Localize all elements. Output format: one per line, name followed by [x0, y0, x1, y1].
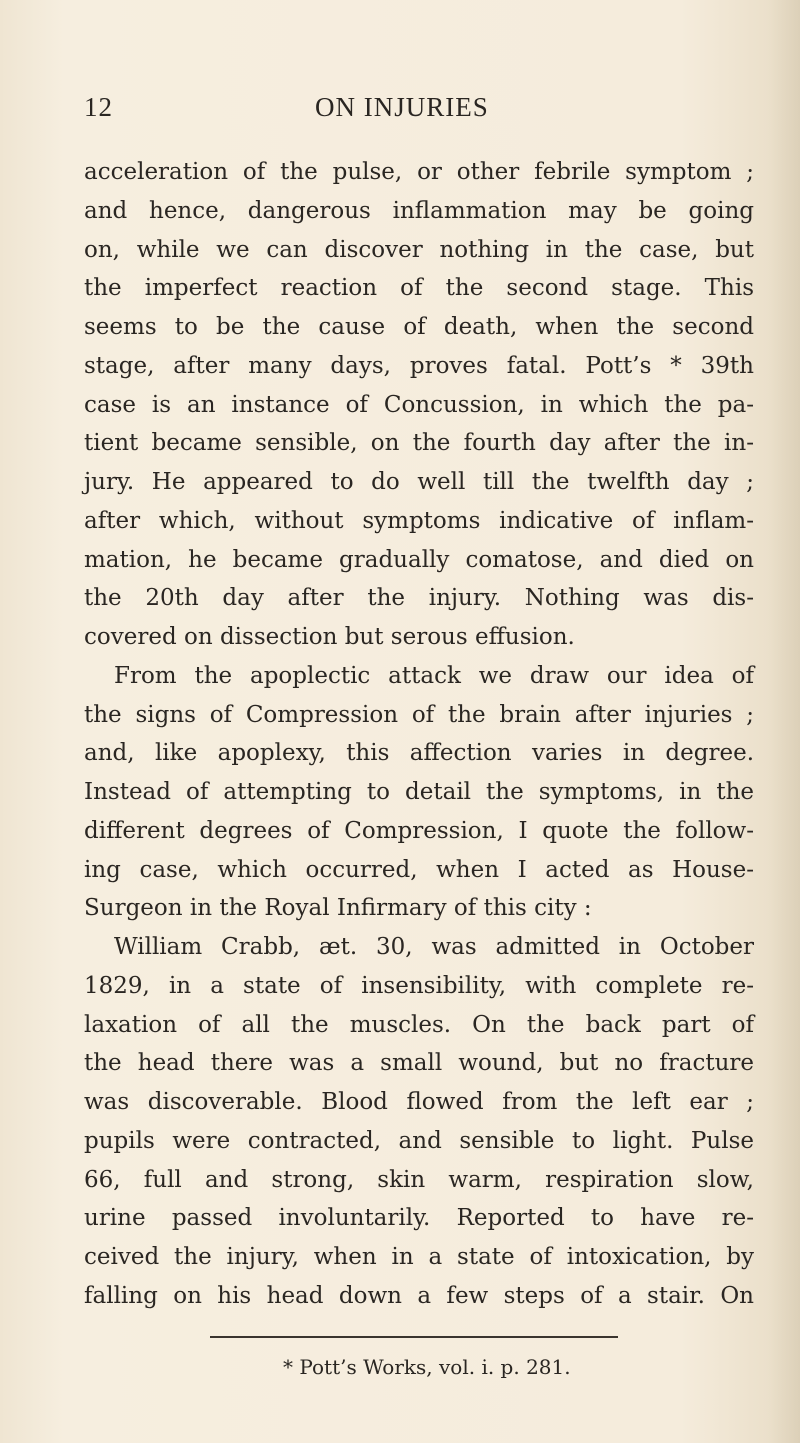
body-text [84, 153, 754, 1316]
text-line: seems to be the cause of death, when the second [84, 314, 754, 340]
footnote-divider [210, 1336, 618, 1338]
text-line: mation, he became gradually comatose, and died on [84, 546, 754, 573]
text-line: jury. He appeared to do well till the twelfth day ; [84, 469, 754, 495]
text-line: 1829, in a state of insensibility, with complete re- [84, 972, 754, 999]
text-line: different degrees of Compression, I quote the follow- [84, 817, 754, 844]
text-line: laxation of all the muscles. On the back part of [84, 1011, 754, 1038]
running-title: ON INJURIES [315, 92, 489, 122]
text-line: and, like apoplexy, this affection varies in degree. [84, 740, 754, 767]
text-line: and hence, dangerous inflammation may be going [84, 197, 754, 224]
text-line: urine passed involuntarily. Reported to have re- [84, 1205, 754, 1232]
text-line: on, while we can discover nothing in the case, but [84, 236, 754, 263]
text-line: ceived the injury, when in a state of intoxication, by [84, 1244, 754, 1270]
text-line: covered on dissection but serous effusion. [84, 624, 575, 650]
text-line: the head there was a small wound, but no fracture [84, 1050, 754, 1077]
text-line: William Crabb, æt. 30, was admitted in October [114, 934, 754, 960]
text-line: case is an instance of Concussion, in which the pa- [84, 391, 754, 418]
text-line: Instead of attempting to detail the symptoms, in the [84, 779, 754, 805]
text-line: ing case, which occurred, when I acted as House- [84, 856, 754, 883]
running-head [84, 92, 744, 132]
text-line: pupils were contracted, and sensible to light. Pulse [84, 1127, 754, 1154]
text-line: From the apoplectic attack we draw our idea of [114, 662, 754, 689]
text-line: was discoverable. Blood flowed from the left ear ; [84, 1089, 754, 1115]
page-number: 12 [84, 92, 113, 122]
text-line: the imperfect reaction of the second stage. This [84, 275, 754, 302]
footnote: * Pott’s Works, vol. i. p. 281. [283, 1355, 571, 1379]
text-line: 66, full and strong, skin warm, respiration slow, [84, 1166, 754, 1193]
text-line: the signs of Compression of the brain after injuries ; [84, 701, 754, 728]
text-line: acceleration of the pulse, or other febrile symptom ; [84, 159, 754, 185]
text-line: the 20th day after the injury. Nothing was dis- [84, 585, 754, 612]
text-line: after which, without symptoms indicative of inflam- [84, 507, 754, 534]
text-line: stage, after many days, proves fatal. Pott’s * 39th [84, 352, 754, 379]
text-line: Surgeon in the Royal Infirmary of this city : [84, 895, 592, 922]
text-line: falling on his head down a few steps of a stair. On [84, 1282, 754, 1309]
text-line: tient became sensible, on the fourth day after the in- [84, 430, 754, 457]
